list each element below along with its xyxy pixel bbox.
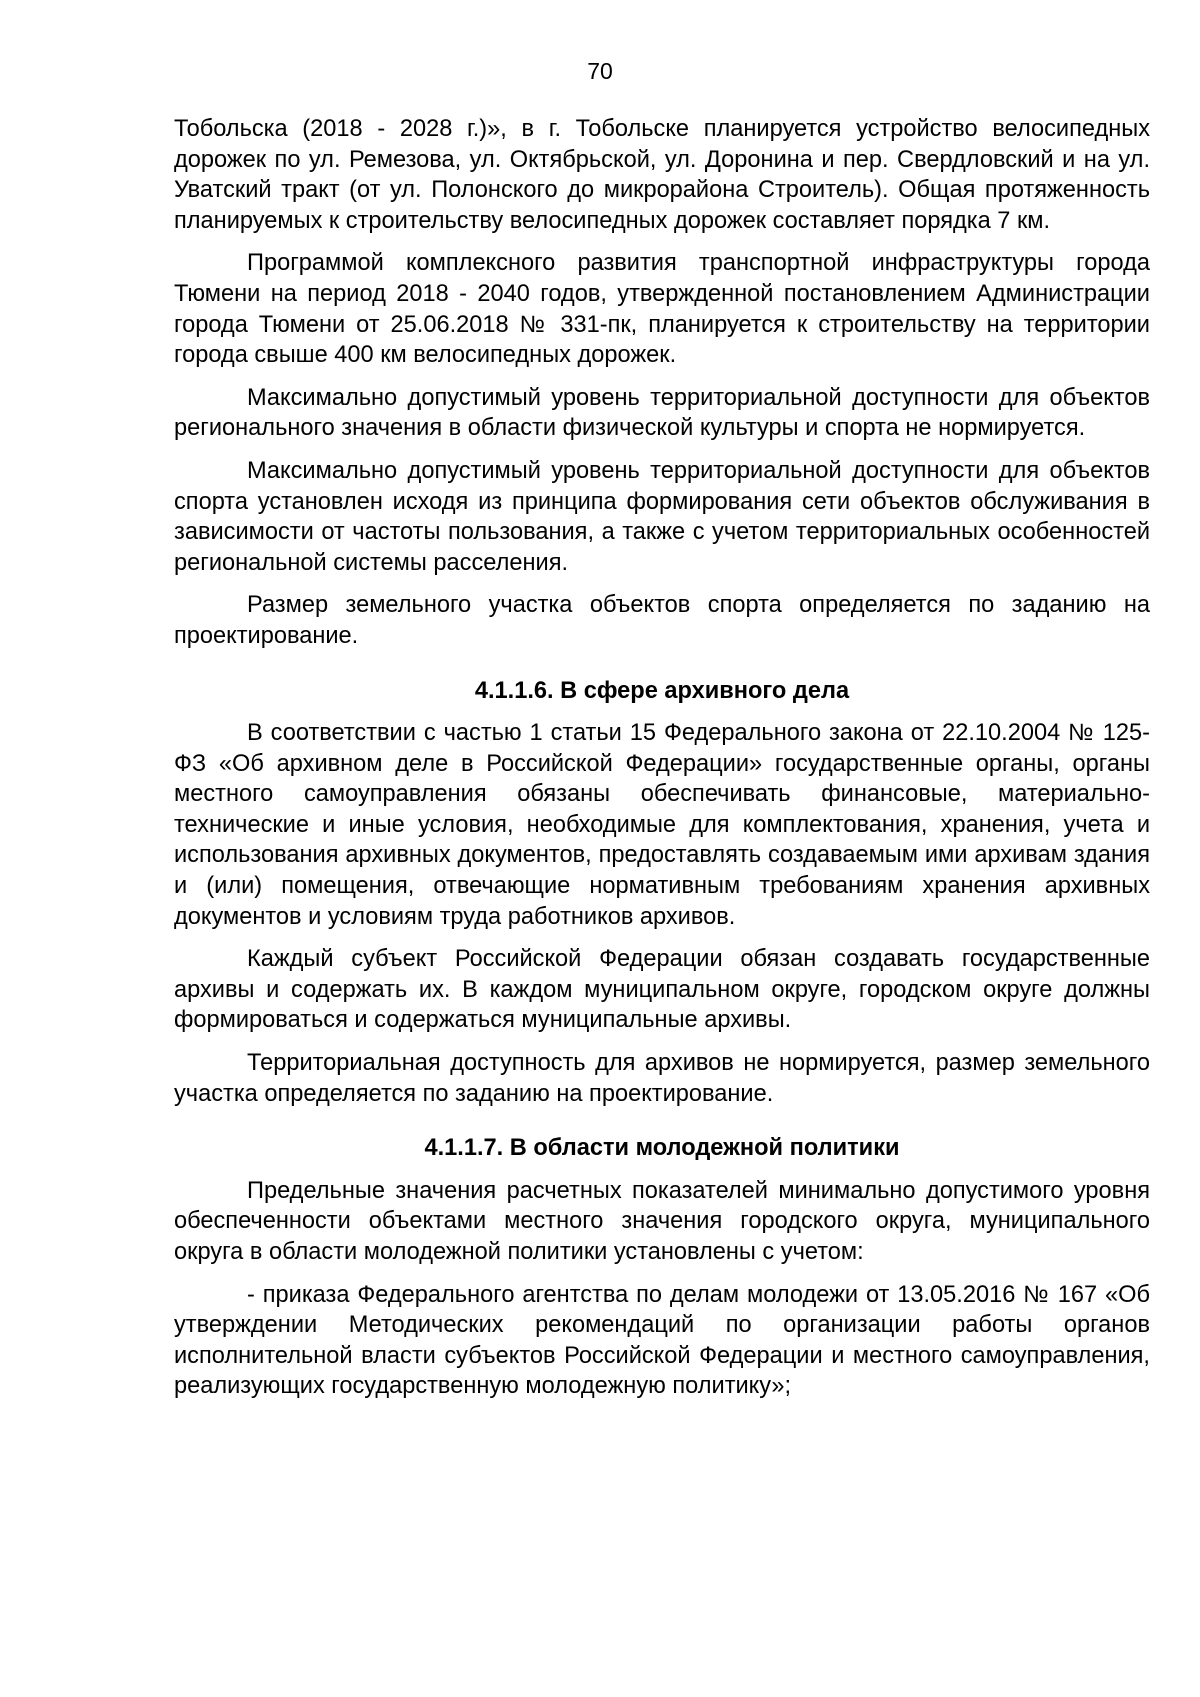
list-item: - приказа Федерального агентства по делам молодежи от 13.05.2016 № 167 «Об утверждении Методических рекомендаций по организации работы органов исполнительной власти субъектов Российской Федерации и местного самоуправления, реализующих государственную молодежную политику»; [174,1281,1150,1400]
paragraph: Максимально допустимый уровень территориальной доступности для объектов спорта установлен исходя из принципа формирования сети объектов обслуживания в зависимости от частоты пользования, а также с учетом территориальных особенностей региональной системы расселения. [174,457,1150,576]
paragraph: Максимально допустимый уровень территориальной доступности для объектов регионального значения в области физической культуры и спорта не нормируется. [174,384,1150,442]
paragraph: В соответствии с частью 1 статьи 15 Федерального закона от 22.10.2004 № 125-ФЗ «Об архивном деле в Российской Федерации» государственные органы, органы местного самоуправления обязаны обеспечивать финансовые, материально-технические и иные условия, необходимые для комплектования, хранения, учета и использования архивных документов, предоставлять создаваемым ими архивам здания и (или) помещения, отвечающие нормативным требованиям хранения архивных документов и условиям труда работников архивов. [174,720,1150,930]
section-heading-youth-policy: 4.1.1.7. В области молодежной политики [424,1135,900,1162]
paragraph: Предельные значения расчетных показателей минимально допустимого уровня обеспеченности объектами местного значения городского округа, муниципального округа в области молодежной политики установлены с учетом: [174,1177,1150,1265]
paragraph: Программой комплексного развития транспортной инфраструктуры города Тюмени на период 2018 - 2040 годов, утвержденной постановлением Администрации города Тюмени от 25.06.2018 № 331-пк, планируется к строительству на территории города свыше 400 км велосипедных дорожек. [174,250,1150,369]
paragraph: Территориальная доступность для архивов не нормируется, размер земельного участка определяется по заданию на проектирование. [174,1050,1150,1107]
paragraph: Каждый субъект Российской Федерации обязан создавать государственные архивы и содержать их. В каждом муниципальном округе, городском округе должны формироваться и содержаться муниципальные архивы. [174,946,1150,1034]
document-body [174,114,1150,1414]
paragraph: Размер земельного участка объектов спорта определяется по заданию на проектирование. [174,592,1150,649]
page-number: 70 [587,58,613,84]
section-heading-archive: 4.1.1.6. В сфере архивного дела [474,677,850,704]
paragraph: Тобольска (2018 - 2028 г.)», в г. Тобольске планируется устройство велосипедных дорожек по ул. Ремезова, ул. Октябрьской, ул. Доронина и пер. Свердловский и на ул. Уватский тракт (от ул. Полонского до микрорайона Строитель). Общая протяженность планируемых к строительству велосипедных дорожек составляет порядка 7 км. [174,116,1150,234]
